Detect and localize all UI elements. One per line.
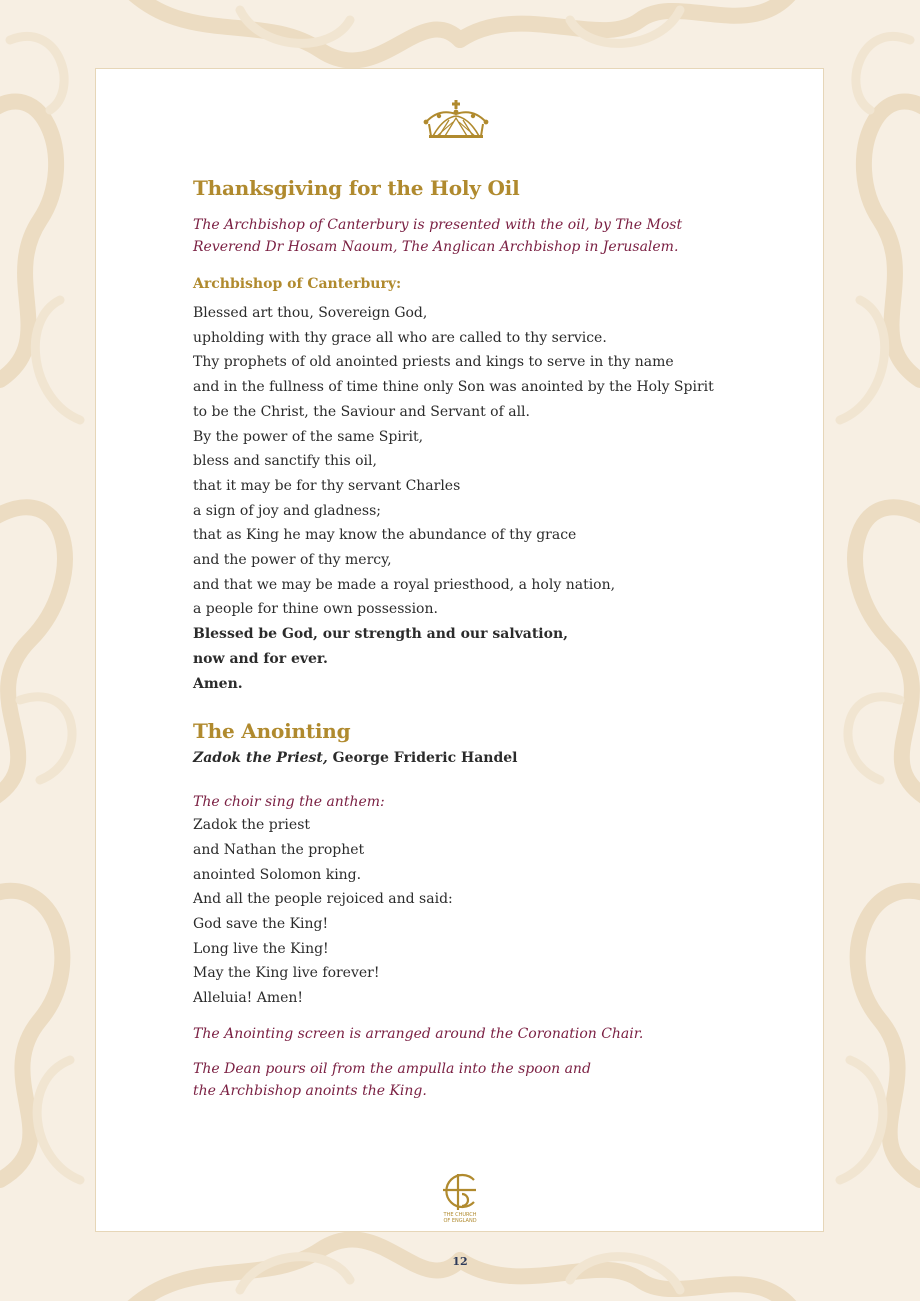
anthem-line: and Nathan the prophet xyxy=(193,841,365,858)
response-line: Amen. xyxy=(193,675,243,692)
anthem-line: And all the people rejoiced and said: xyxy=(193,891,453,908)
prayer-line: to be the Christ, the Saviour and Servant of all. xyxy=(193,403,530,420)
cross-circle-icon xyxy=(438,1170,482,1212)
speaker-label: Archbishop of Canterbury: xyxy=(193,276,402,292)
anthem-credit xyxy=(193,747,753,769)
section-heading-anointing: The Anointing xyxy=(193,719,351,744)
logo-text: THE CHURCH OF ENGLAND xyxy=(443,1212,477,1224)
church-of-england-logo xyxy=(438,1170,482,1226)
composer-name: George Frideric Handel xyxy=(327,750,518,767)
rubric-line: The Dean pours oil from the ampulla into the spoon and xyxy=(193,1060,591,1077)
prayer-line: By the power of the same Spirit, xyxy=(193,428,424,445)
prayer-line: Thy prophets of old anointed priests and kings to serve in thy name xyxy=(193,354,674,371)
prayer-line: that it may be for thy servant Charles xyxy=(193,477,461,494)
prayer-line: and the power of thy mercy, xyxy=(193,552,392,569)
rubric-line: The Anointing screen is arranged around the Coronation Chair. xyxy=(193,1025,644,1042)
rubric-line: Reverend Dr Hosam Naoum, The Anglican Archbishop in Jerusalem. xyxy=(193,239,679,255)
prayer-line: Blessed art thou, Sovereign God, xyxy=(193,305,428,321)
page-number: 12 xyxy=(452,1255,468,1268)
section-heading-holy-oil: Thanksgiving for the Holy Oil xyxy=(193,176,520,200)
rubric-line: The choir sing the anthem: xyxy=(193,794,385,811)
anthem-title: Zadok the Priest, xyxy=(193,750,328,767)
prayer-line: bless and sanctify this oil, xyxy=(193,453,377,470)
prayer-line: upholding with thy grace all who are called to thy service. xyxy=(193,329,607,346)
anthem-line: anointed Solomon king. xyxy=(193,866,362,883)
crown-icon xyxy=(423,98,489,142)
anthem-line: God save the King! xyxy=(193,916,329,933)
response-line: Blessed be God, our strength and our salvation, xyxy=(193,626,569,643)
prayer-line: that as King he may know the abundance of thy grace xyxy=(193,527,577,544)
anthem-line: May the King live forever! xyxy=(193,965,380,982)
anthem-line: Long live the King! xyxy=(193,940,329,957)
anthem-line: Alleluia! Amen! xyxy=(193,990,304,1007)
rubric-line: The Archbishop of Canterbury is presented with the oil, by The Most xyxy=(193,217,683,233)
prayer-line: and in the fullness of time thine only Son was anointed by the Holy Spirit xyxy=(193,379,714,396)
prayer-line: and that we may be made a royal priesthood, a holy nation, xyxy=(193,576,616,593)
prayer-line: a people for thine own possession. xyxy=(193,601,438,618)
response-line: now and for ever. xyxy=(193,650,328,667)
prayer-line: a sign of joy and gladness; xyxy=(193,502,381,519)
main-content xyxy=(193,172,753,1102)
rubric-line: the Archbishop anoints the King. xyxy=(193,1082,427,1099)
anthem-line: Zadok the priest xyxy=(193,817,311,834)
